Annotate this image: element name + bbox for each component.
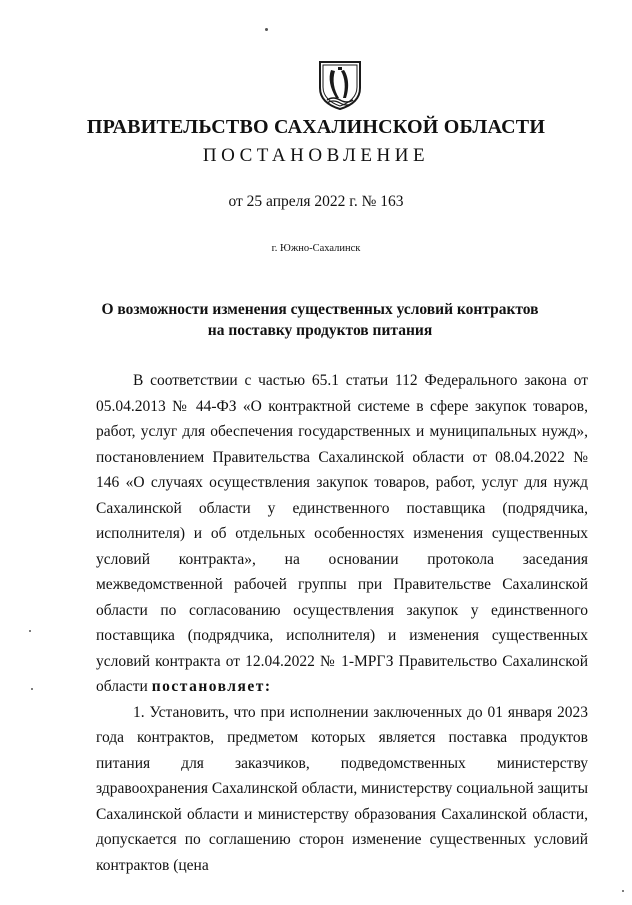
- document-body: [96, 368, 588, 878]
- government-title: ПРАВИТЕЛЬСТВО САХАЛИНСКОЙ ОБЛАСТИ: [86, 116, 546, 138]
- scan-speck: [31, 688, 33, 690]
- document-type: ПОСТАНОВЛЕНИЕ: [202, 145, 430, 166]
- document-heading: О возможности изменения существенных условий контрактов на поставку продуктов питания: [101, 301, 539, 339]
- document-city: г. Южно-Сахалинск: [271, 243, 361, 254]
- scan-speck: [622, 890, 624, 892]
- coat-of-arms-icon: [314, 58, 366, 110]
- body-paragraph-2: 1. Установить, что при исполнении заключенных до 01 января 2023 года контрактов, предметом которых является поставка продуктов питания для заказчиков, подведомственных министерству здравоохранения Сахалинской области, министерству социальной защиты Сахалинской области и министерству образования Сахалинской области, допускается по соглашению сторон изменение существенных условий контрактов (цена: [96, 703, 588, 874]
- paragraph-1-text: В соответствии с частью 65.1 статьи 112 Федерального закона от 05.04.2013 № 44-ФЗ «О контрактной системе в сфере закупок товаров, работ, услуг для обеспечения государственных и муниципальных нужд», постановлением Правительства Сахалинской области от 08.04.2022 № 146 «О случаях осуществления закупок товаров, работ, услуг для нужд Сахалинской области у единственного поставщика (подрядчика, исполнителя) и об отдельных особенностях изменения существенных условий контракта», на основании протокола заседания межведомственной рабочей группы при Правительстве Сахалинской области по согласованию осуществления закупок у единственного поставщика (подрядчика, исполнителя) и изменения существенных условий контракта от 12.04.2022 № 1-МРГЗ Правительство Сахалинской области: [96, 372, 588, 695]
- scan-speck: [265, 28, 268, 31]
- scan-speck: [29, 630, 31, 632]
- body-paragraph-1: [96, 368, 588, 700]
- document-date-number: от 25 апреля 2022 г. № 163: [228, 193, 404, 210]
- resolves-keyword: постановляет:: [151, 678, 272, 695]
